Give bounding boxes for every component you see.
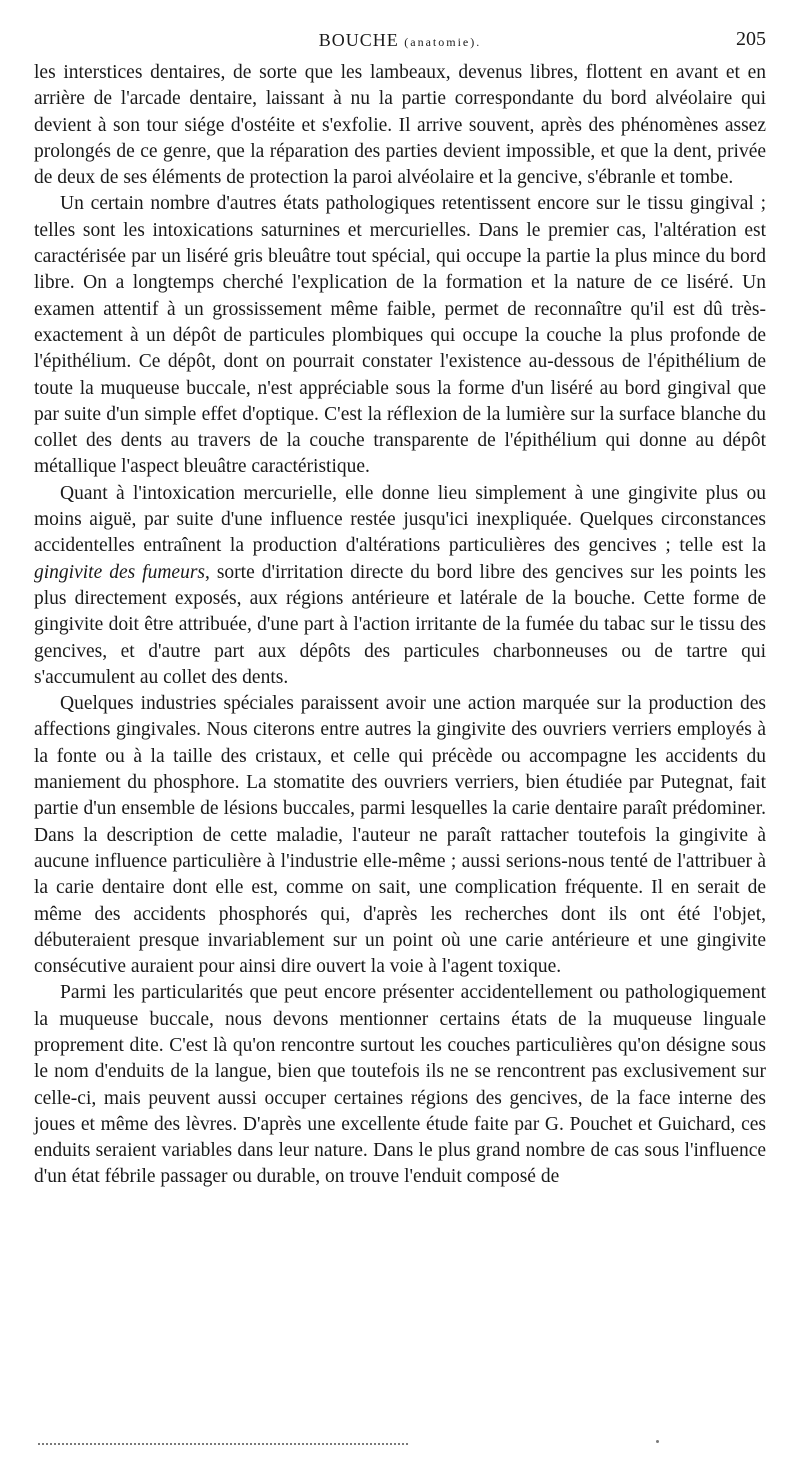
paragraph-4: Quelques industries spéciales paraissent avoir une action marquée sur la production des affections gingivales. Nous citerons entre autres la gingivite des ouvriers verriers employés à la fonte ou à la taille des cristaux, et celle qui précède ou accompagne les accidents du maniement du phosphore. La stomatite des ouvriers verriers, bien étudiée par Putegnat, fait partie d'un ensemble de lésions buccales, parmi lesquelles la carie dentaire paraît prédominer. Dans la description de cette maladie, l'auteur ne paraît rattacher toutefois la gingivite à aucune influence particulière à l'industrie elle-même ; aussi serions-nous tenté de l'attribuer à la carie dentaire dont elle est, comme on sait, une complication fréquente. Il en serait de même des accidents phosphorés qui, d'après les recherches dont ils ont été l'objet, débuteraient presque invariablement sur un point où une carie antérieure et une gingivite consécutive auraient pour ainsi dire ouvert la voie à l'agent toxique. [34, 693, 766, 978]
paragraph-3-italic-term: gingivite des fumeurs [34, 561, 205, 583]
body-text [34, 60, 766, 1191]
running-title-qualifier: (anatomie). [404, 35, 482, 49]
paragraph-2: Un certain nombre d'autres états pathologiques retentissent encore sur le tissu gingival ; telles sont les intoxications saturnines et mercurielles. Dans le premier cas, l'altération est caractérisée par un liséré gris bleuâtre tout spécial, qui occupe la partie la plus mince du bord libre. On a longtemps cherché l'explication de la formation et la nature de ce liséré. Un examen attentif à un grossissement même faible, permet de reconnaître qu'il est dû très-exactement à un dépôt de particules plombiques qui occupe la couche la plus profonde de l'épithélium. Ce dépôt, dont on pourrait constater l'existence au-dessous de l'épithélium de toute la muqueuse buccale, n'est appréciable sous la forme d'un liséré au bord gingival que par suite d'un simple effet d'optique. C'est la réflexion de la lumière sur la surface blanche du collet des dents au travers de la couche transparente de l'épithélium qui donne au dépôt métallique l'aspect bleuâtre caractéristique. [34, 193, 766, 478]
paragraph-1: les interstices dentaires, de sorte que les lambeaux, devenus libres, flottent en avant et en arrière de l'arcade dentaire, laissant à nu la partie correspondante du bord alvéolaire qui devient à son tour siége d'ostéite et s'exfolie. Il arrive souvent, après des phénomènes assez prolongés de ce genre, que la réparation des parties devient impossible, et que la dent, privée de deux de ses éléments de protection la paroi alvéolaire et la gencive, s'ébranle et tombe. [34, 62, 766, 189]
paragraph-3-text-b: , sorte d'irritation directe du bord libre des gencives sur les points les plus directement exposés, aux régions antérieure et latérale de la bouche. Cette forme de gingivite doit être attribuée, d'une part à l'action irritante de la fumée du tabac sur le tissu des gencives, et d'autre part aux dépôts des particules charbonneuses ou de tartre qui s'accumulent au collet des dents. [34, 561, 766, 688]
running-title-main: BOUCHE [318, 30, 399, 50]
running-head [34, 20, 766, 60]
paragraph-3 [34, 481, 766, 691]
footer-mark [656, 1440, 659, 1443]
page-number: 205 [736, 28, 766, 50]
footer-dotted-rule [38, 1443, 408, 1445]
paragraph-3-text-a: Quant à l'intoxication mercurielle, elle donne lieu simplement à une gingivite plus ou moins aiguë, par suite d'une influence restée jusqu'ici inexpliquée. Quelques circonstances accidentelles entraînent la production d'altérations particulières des gencives ; telle est la [34, 482, 766, 557]
running-title [34, 30, 766, 51]
paragraph-5: Parmi les particularités que peut encore présenter accidentellement ou pathologiquement la muqueuse buccale, nous devons mentionner certains états de la muqueuse linguale proprement dite. C'est là qu'on rencontre surtout les couches particulières qu'on désigne sous le nom d'enduits de la langue, bien que toutefois ils ne se rencontrent pas exclusivement sur celle-ci, mais peuvent aussi occuper certaines régions des gencives, de la face interne des joues et même des lèvres. D'après une excellente étude faite par G. Pouchet et Guichard, ces enduits seraient variables dans leur nature. Dans le plus grand nombre de cas sous l'influence d'un état fébrile passager ou durable, on trouve l'enduit composé de [34, 982, 766, 1188]
